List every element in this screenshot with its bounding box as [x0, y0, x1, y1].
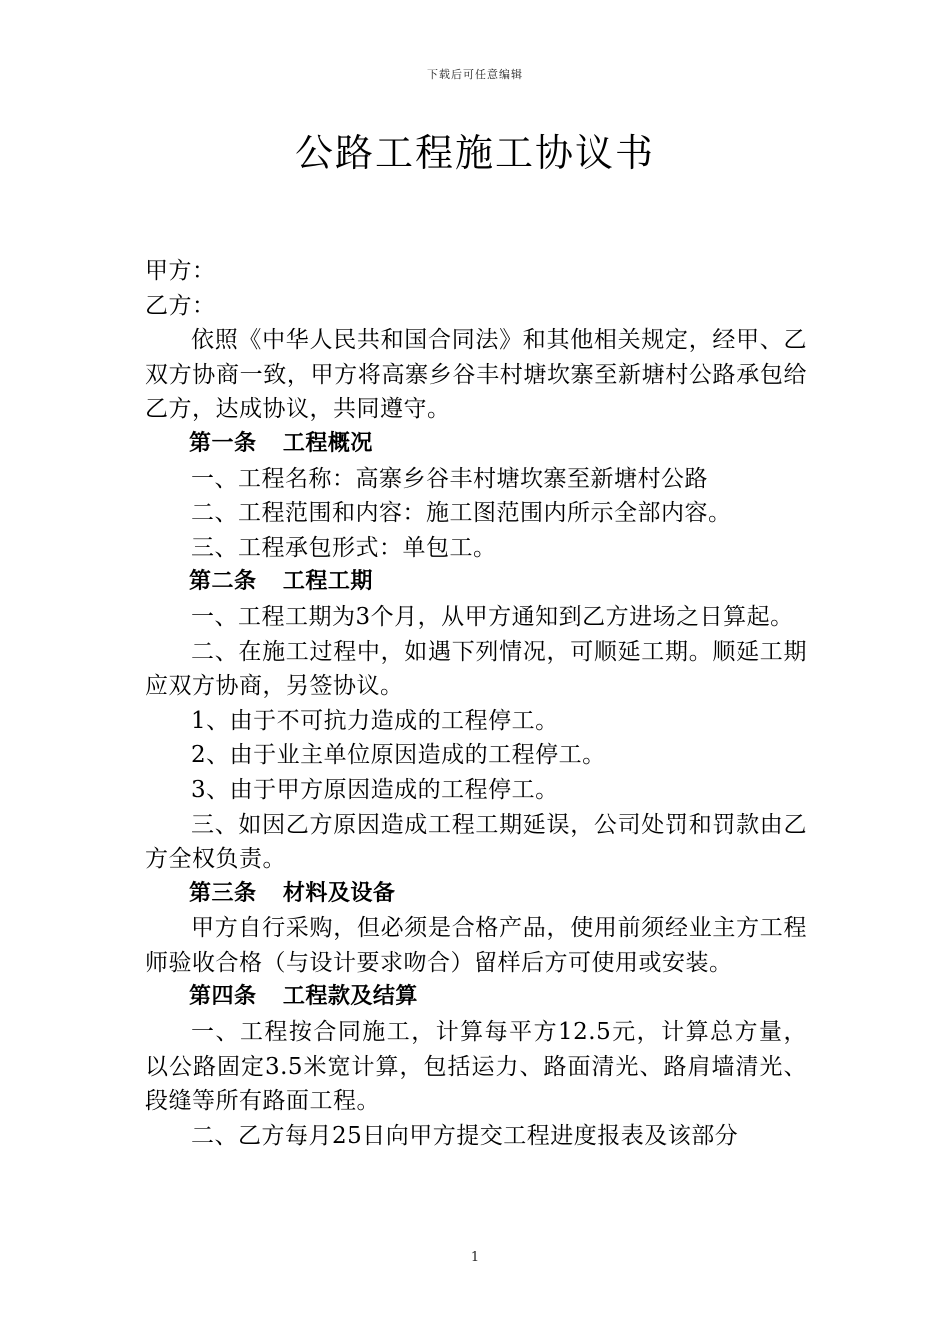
document-title: 公路工程施工协议书 — [294, 131, 655, 175]
intro-paragraph: 依照《中华人民共和国合同法》和其他相关规定，经甲、乙双方协商一致，甲方将高寨乡谷丰村塘坎寨至新塘村公路承包给乙方，达成协议，共同遵守。 — [145, 327, 807, 423]
party-a-line: 甲方： — [145, 258, 216, 284]
article-3-item: 甲方自行采购，但必须是合格产品，使用前须经业主方工程师验收合格（与设计要求吻合）留样后方可使用或安装。 — [145, 915, 807, 976]
article-2-item: 三、如因乙方原因造成工程工期延误，公司处罚和罚款由乙方全权负责。 — [145, 811, 807, 873]
document-body — [145, 254, 807, 1153]
article-1-item: 三、工程承包形式：单包工。 — [191, 534, 497, 561]
article-1-item: 二、工程范围和内容：施工图范围内所示全部内容。 — [191, 500, 732, 527]
article-2-heading — [145, 565, 807, 600]
page-number: 1 — [470, 1250, 480, 1265]
article-2-title: 工程工期 — [282, 569, 373, 595]
article-1-item: 一、工程名称：高寨乡谷丰村塘坎寨至新塘村公路 — [191, 465, 708, 492]
article-4-number: 第四条 — [189, 984, 257, 1010]
article-4-title: 工程款及结算 — [282, 984, 418, 1010]
header-note: 下载后可任意编辑 — [427, 68, 523, 81]
article-1-title: 工程概况 — [282, 430, 373, 456]
article-4-item: 一、工程按合同施工，计算每平方12.5元，计算总方量，以公路固定3.5米宽计算，包括运力、路面清光、路肩墙清光、段缝等所有路面工程。 — [145, 1019, 807, 1115]
article-2-item: 1、由于不可抗力造成的工程停工。 — [191, 707, 559, 734]
article-2-number: 第二条 — [189, 569, 257, 595]
article-3-number: 第三条 — [189, 880, 257, 906]
article-4-heading — [145, 980, 807, 1015]
article-2-item: 2、由于业主单位原因造成的工程停工。 — [191, 742, 606, 769]
article-3-heading — [145, 877, 807, 912]
article-1-number: 第一条 — [189, 430, 257, 456]
article-4-item: 二、乙方每月25日向甲方提交工程进度报表及该部分 — [191, 1122, 739, 1149]
article-2-item: 一、工程工期为3个月，从甲方通知到乙方进场之日算起。 — [191, 603, 794, 630]
party-b-line: 乙方： — [145, 292, 216, 319]
article-2-item: 二、在施工过程中，如遇下列情况，可顺延工期。顺延工期应双方协商，另签协议。 — [145, 638, 807, 700]
article-1-heading — [145, 427, 807, 462]
article-3-title: 材料及设备 — [282, 880, 396, 906]
article-2-item: 3、由于甲方原因造成的工程停工。 — [191, 776, 559, 803]
